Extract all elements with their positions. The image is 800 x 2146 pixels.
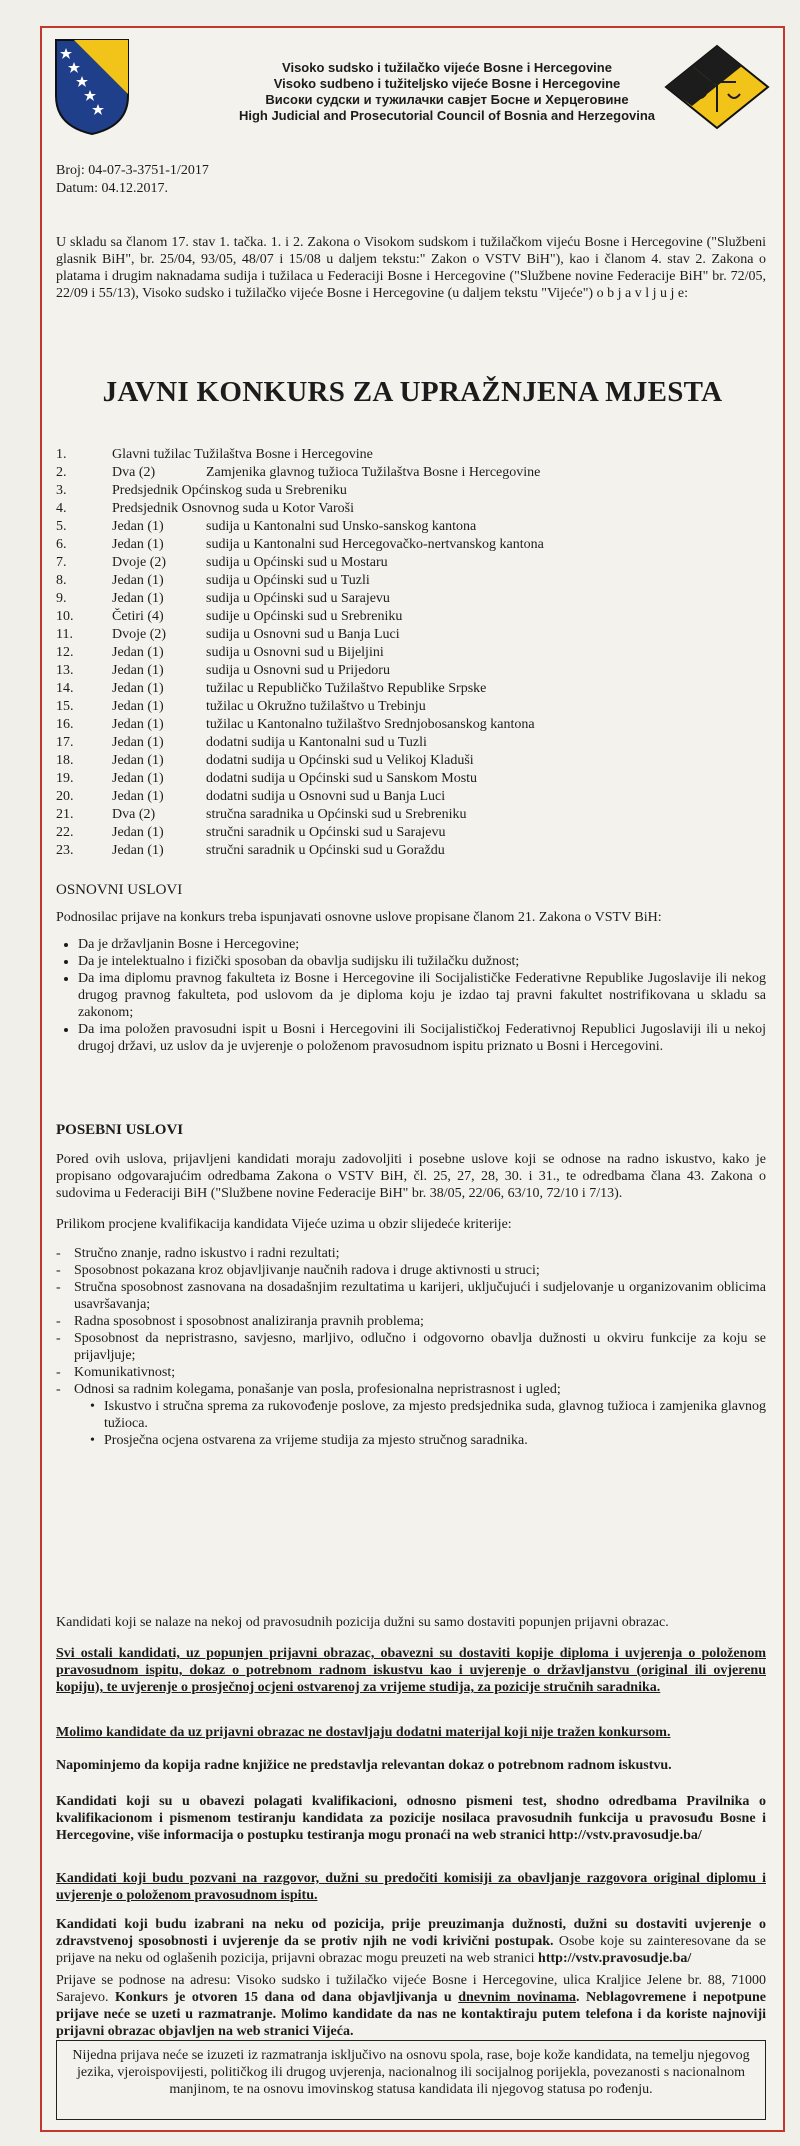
bih-coat-of-arms-icon [52, 36, 132, 136]
position-title: dodatni sudija u Osnovni sud u Banja Luci [206, 789, 446, 804]
position-row [56, 446, 756, 463]
position-number: 19. [56, 771, 74, 786]
position-number: 23. [56, 843, 74, 858]
submission-address: Prijave se podnose na adresu: Visoko sudsko i tužilačko vijeće Bosne i Hercegovine, ulica Kraljice Jelene br. 88, 71000 Sarajevo. [56, 1973, 766, 2005]
position-count: Jedan (1) [112, 591, 164, 606]
special-conditions-heading: POSEBNI USLOVI [56, 1122, 184, 1138]
position-title: sudija u Osnovni sud u Banja Luci [206, 627, 400, 642]
note-pravosudne-pozicije: Kandidati koji se nalaze na nekoj od pravosudnih pozicija dužni su samo dostaviti popunjen prijavni obrazac. [56, 1615, 669, 1630]
position-title: tužilac u Okružno tužilaštvo u Trebinju [206, 699, 426, 714]
position-row [56, 590, 756, 607]
position-number: 10. [56, 609, 74, 624]
position-count: Jedan (1) [112, 519, 164, 534]
position-title: tužilac u Republičko Tužilaštvo Republike Srpske [206, 681, 487, 696]
application-form-link[interactable]: http://vstv.pravosudje.ba/ [538, 1951, 692, 1966]
criteria-intro: Prilikom procjene kvalifikacija kandidata Vijeće uzima u obzir slijedeće kriterije: [56, 1217, 512, 1232]
criteria-sub-list [56, 1398, 766, 1449]
position-row [56, 500, 756, 517]
position-number: 6. [56, 537, 67, 552]
deadline-text-2: . Neblagovremene i nepotpune prijave neće se uzeti u razmatranje. Molimo kandidate da nas ne kontaktiraju putem telefona i da koriste najnoviji prijavni obrazac objavljen na web stranici Vijeća. [56, 1990, 767, 2039]
position-number: 5. [56, 519, 67, 534]
announcement-title: JAVNI KONKURS ZA UPRAŽNJENA MJESTA [102, 376, 723, 408]
position-title: sudija u Općinski sud u Sarajevu [206, 591, 390, 606]
position-row [56, 464, 756, 481]
position-title: stručna saradnika u Općinski sud u Srebreniku [206, 807, 467, 822]
position-number: 20. [56, 789, 74, 804]
position-title: sudije u Općinski sud u Srebreniku [206, 609, 403, 624]
position-row [56, 752, 756, 769]
position-title: dodatni sudija u Kantonalni sud u Tuzli [206, 735, 427, 750]
note-required-documents: Svi ostali kandidati, uz popunjen prijavni obrazac, obavezni su dostaviti kopije diploma i uvjerenja o položenom pravosudnom ispitu, dokaz o potrebnom radnom iskustvu kao i uvjerenje o državljanstvu (original ili ovjerenu kopiju), te uvjerenje o prosječnoj ocjeni ostvarenoj za vrijeme studija, za pozicije stručnih saradnika. [56, 1646, 766, 1695]
non-discrimination-box: Nijedna prijava neće se izuzeti iz razmatranja isključivo na osnovu spola, rase, boje kože kandidata, na temelju njegovog jezika, vjeroispovijesti, političkog ili drugog uvjerenja, nacionalnog ili socijalnog porijekla, povezanosti s nacionalnom manjinom, te na osnovu imovinskog statusa kandidata ili njegovog statusa po rođenju. [56, 2040, 766, 2120]
position-number: 2. [56, 465, 67, 480]
position-title: sudija u Osnovni sud u Bijeljini [206, 645, 384, 660]
position-count: Jedan (1) [112, 753, 164, 768]
list-item: • Iskustvo i stručna sprema za rukovođenje poslove, za mjesto predsjednika suda, glavnog tužioca i zamjenika glavnog tužioca. [104, 1398, 766, 1432]
position-number: 15. [56, 699, 74, 714]
position-title: sudija u Kantonalni sud Unsko-sanskog kantona [206, 519, 477, 534]
position-number: 7. [56, 555, 67, 570]
position-row [56, 626, 756, 643]
position-count: Četiri (4) [112, 609, 164, 624]
document-date: Datum: 04.12.2017. [56, 181, 168, 196]
list-item: • Da je intelektualno i fizički sposoban da obavlja sudijsku ili tužilačku dužnost; [78, 953, 766, 970]
position-number: 9. [56, 591, 67, 606]
position-number: 17. [56, 735, 74, 750]
position-number: 8. [56, 573, 67, 588]
position-number: 22. [56, 825, 74, 840]
header-line-3: Високи судски и тужилачки савјет Босне и Херцеговине [265, 92, 629, 107]
position-count: Dva (2) [112, 807, 156, 822]
position-number: 3. [56, 483, 67, 498]
position-title: sudija u Kantonalni sud Hercegovačko-nertvanskog kantona [206, 537, 544, 552]
position-number: 1. [56, 447, 67, 462]
position-row [56, 734, 756, 751]
position-count: Jedan (1) [112, 663, 164, 678]
position-count: Jedan (1) [112, 681, 164, 696]
position-number: 14. [56, 681, 74, 696]
list-item: - Odnosi sa radnim kolegama, ponašanje van posla, profesionalna nepristrasnost i ugled; [56, 1381, 766, 1398]
position-number: 18. [56, 753, 74, 768]
position-row [56, 788, 756, 805]
position-title: dodatni sudija u Općinski sud u Velikoj Kladuši [206, 753, 474, 768]
position-row [56, 824, 756, 841]
note-submission [56, 1972, 766, 2040]
list-item: - Stručno znanje, radno iskustvo i radni rezultati; [56, 1245, 766, 1262]
position-number: 16. [56, 717, 74, 732]
position-title: Predsjednik Općinskog suda u Srebreniku [112, 483, 347, 498]
position-row [56, 680, 756, 697]
document-meta [56, 162, 209, 198]
council-header [227, 60, 667, 124]
position-count: Dvoje (2) [112, 627, 167, 642]
council-scales-logo-icon [662, 42, 772, 132]
position-title: sudija u Općinski sud u Mostaru [206, 555, 388, 570]
header-line-2: Visoko sudbeno i tužiteljsko vijeće Bosne i Hercegovine [273, 76, 621, 91]
daily-newspapers-text: dnevnim novinama [458, 1990, 576, 2005]
position-row [56, 698, 756, 715]
position-title: stručni saradnik u Općinski sud u Sarajevu [206, 825, 446, 840]
position-count: Jedan (1) [112, 699, 164, 714]
position-count: Jedan (1) [112, 825, 164, 840]
selected-candidates-text: Kandidati koji budu izabrani na neku od pozicija, prije preuzimanja dužnosti, dužni su dostaviti uvjerenje o zdravstvenoj sposobnosti i uvjerenje da se protiv njih ne vodi krivični postupak. [56, 1917, 766, 1949]
position-count: Jedan (1) [112, 645, 164, 660]
announcement-page [40, 26, 785, 2132]
position-count: Jedan (1) [112, 735, 164, 750]
criteria-list [56, 1245, 766, 1398]
note-selected-candidates [56, 1916, 766, 1967]
position-count: Jedan (1) [112, 789, 164, 804]
list-item: - Stručna sposobnost zasnovana na dosadašnjim rezultatima u karijeri, uključujući i sudjelovanje u organizovanim oblicima usavršavanja; [56, 1279, 766, 1313]
basic-conditions-section [56, 882, 766, 1055]
list-item: - Sposobnost pokazana kroz objavljivanje naučnih radova i druge aktivnosti u struci; [56, 1262, 766, 1279]
position-row [56, 554, 756, 571]
position-title: sudija u Općinski sud u Tuzli [206, 573, 370, 588]
special-conditions-section [56, 1122, 766, 1449]
position-row [56, 842, 756, 859]
note-no-extra-material: Molimo kandidate da uz prijavni obrazac ne dostavljaju dodatni materijal koji nije tražen konkursom. [56, 1725, 671, 1740]
position-row [56, 536, 756, 553]
list-item: - Radna sposobnost i sposobnost analiziranja pravnih problema; [56, 1313, 766, 1330]
position-number: 11. [56, 627, 73, 642]
header-line-4: High Judicial and Prosecutorial Council of Bosnia and Herzegovina [238, 108, 656, 123]
basic-conditions-heading: OSNOVNI USLOVI [56, 882, 183, 898]
positions-list [42, 446, 783, 866]
list-item: • Da ima položen pravosudni ispit u Bosni i Hercegovini ili Socijalističkoj Federativnoj Republici Jugoslaviji ili u nekoj drugoj državi, uz uslov da je uvjerenje o položenom pravosudnom ispitu priznato u Bosni i Hercegovini. [78, 1021, 766, 1055]
position-row [56, 518, 756, 535]
position-count: Dvoje (2) [112, 555, 167, 570]
basic-conditions-intro: Podnosilac prijave na konkurs treba ispunjavati osnovne uslove propisane članom 21. Zakona o VSTV BiH: [56, 910, 662, 925]
position-row [56, 716, 756, 733]
note-testing: Kandidati koji su u obavezi polagati kvalifikacioni, odnosno pismeni test, shodno odredbama Pravilnika o kvalifikacionom i pismenom testiranju kandidata za pozicije nosilaca pravosudnih funkcija u pravosuđu Bosne i Hercegovine, više informacija o postupku testiranja mogu pronaći na web stranici http://vstv.pravosudje.ba/ [56, 1794, 766, 1843]
reference-number: Broj: 04-07-3-3751-1/2017 [56, 163, 209, 178]
list-item: - Sposobnost da nepristrasno, savjesno, marljivo, odlučno i odgovorno obavlja dužnosti u okviru funkcije za koju se prijavljuje; [56, 1330, 766, 1364]
position-row [56, 572, 756, 589]
position-row [56, 806, 756, 823]
position-count: Jedan (1) [112, 771, 164, 786]
intro-paragraph: U skladu sa članom 17. stav 1. tačka. 1. i 2. Zakona o Visokom sudskom i tužilačkom vijeću Bosne i Hercegovine ("Službeni glasnik BiH", br. 25/04, 93/05, 48/07 i 15/08 u daljem tekstu:" Zakon o VSTV BiH"), kao i članom 4. stav 2. Zakona o platama i drugim naknadama sudija i tužilaca u Federaciji Bosne i Hercegovine ("Službene novine Federacije BiH" br. 72/05, 22/09 i 55/13), Visoko sudsko i tužilačko vijeće Bosne i Hercegovine (u daljem tekstu "Vijeće") o b j a v l j u j e: [56, 235, 766, 301]
position-number: 21. [56, 807, 74, 822]
note-work-booklet: Napominjemo da kopija radne knjižice ne predstavlja relevantan dokaz o potrebnom radnom iskustvu. [56, 1758, 672, 1773]
list-item: • Da ima diplomu pravnog fakulteta iz Bosne i Hercegovine ili Socijalističke Federativne Republike Jugoslavije ili nekog drugog pravnog fakulteta, pod uslovom da je diploma koju je izdao taj pravni fakultet nostrifikovana u skladu sa zakonom; [78, 970, 766, 1021]
position-count: Jedan (1) [112, 573, 164, 588]
position-number: 4. [56, 501, 67, 516]
position-row [56, 662, 756, 679]
position-row [56, 608, 756, 625]
position-title: Glavni tužilac Tužilaštva Bosne i Hercegovine [112, 447, 373, 462]
note-interview: Kandidati koji budu pozvani na razgovor, dužni su predočiti komisiji za obavljanje razgovora original diplomu i uvjerenje o položenom pravosudnom ispitu. [56, 1871, 766, 1903]
special-conditions-paragraph: Pored ovih uslova, prijavljeni kandidati moraju zadovoljiti i posebne uslove koji se odnose na radno iskustvo, kako je propisano odgovarajućim odredbama Zakona o VSTV BiH, čl. 25, 27, 28, 30. i 31., te odredbama člana 43. Zakona o sudovima u Federaciji BiH ("Službene novine Federacije BiH" br. 38/05, 22/06, 63/10, 72/10 i 7/13). [56, 1152, 766, 1201]
position-row [56, 644, 756, 661]
position-title: tužilac u Kantonalno tužilaštvo Srednjobosanskog kantona [206, 717, 535, 732]
position-number: 12. [56, 645, 74, 660]
position-number: 13. [56, 663, 74, 678]
header-line-1: Visoko sudsko i tužilačko vijeće Bosne i Hercegovine [282, 60, 612, 75]
list-item: • Da je državljanin Bosne i Hercegovine; [78, 936, 766, 953]
position-count: Jedan (1) [112, 843, 164, 858]
position-title: sudija u Osnovni sud u Prijedoru [206, 663, 390, 678]
position-row [56, 482, 756, 499]
list-item: • Prosječna ocjena ostvarena za vrijeme studija za mjesto stručnog saradnika. [104, 1432, 766, 1449]
position-title: dodatni sudija u Općinski sud u Sanskom Mostu [206, 771, 478, 786]
position-count: Jedan (1) [112, 717, 164, 732]
application-form-text: Osobe koje su zainteresovane da se prijave na neku od oglašenih pozicija, prijavni obrazac mogu preuzeti na web stranici [56, 1934, 767, 1966]
position-row [56, 770, 756, 787]
basic-conditions-list [56, 936, 766, 1055]
position-title: stručni saradnik u Općinski sud u Goraždu [206, 843, 445, 858]
position-count: Dva (2) [112, 465, 156, 480]
position-title: Predsjednik Osnovnog suda u Kotor Varoši [112, 501, 355, 516]
list-item: - Komunikativnost; [56, 1364, 766, 1381]
position-title: Zamjenika glavnog tužioca Tužilaštva Bosne i Hercegovine [206, 465, 541, 480]
position-count: Jedan (1) [112, 537, 164, 552]
deadline-text: Konkurs je otvoren 15 dana od dana objavljivanja u [115, 1990, 459, 2005]
